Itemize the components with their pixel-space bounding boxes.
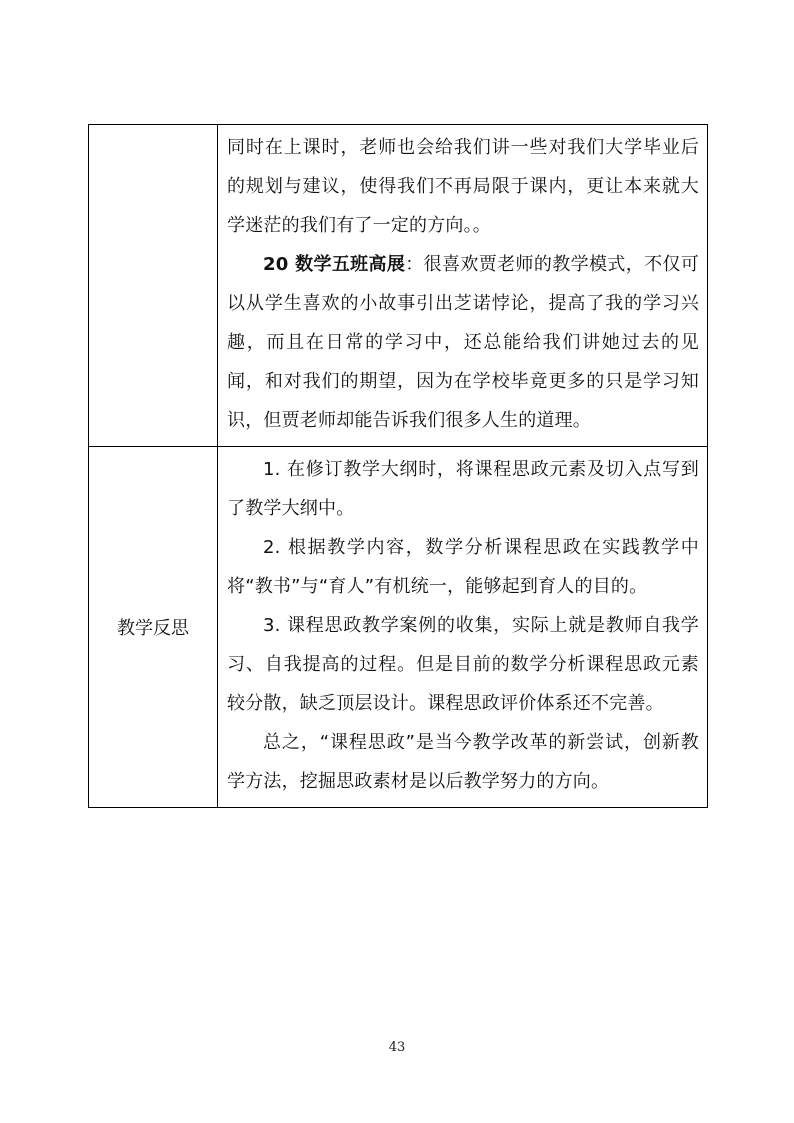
document-table: [88, 124, 708, 808]
content-cell-feedback: [218, 125, 708, 447]
student-quote: [227, 245, 699, 440]
content-cell-reflection: [218, 447, 708, 808]
row-label-reflection: 教学反思: [89, 447, 218, 808]
reflection-item-1: 1. 在修订教学大纲时，将课程思政元素及切入点写到了教学大纲中。: [227, 459, 699, 519]
reflection-summary: 总之，“课程思政”是当今教学改革的新尝试，创新教学方法，挖掘思政素材是以后教学努力的方向。: [227, 732, 699, 792]
page-number: 43: [388, 1040, 406, 1055]
student-quote-text: ：很喜欢贾老师的教学模式，不仅可以从学生喜欢的小故事引出芝诺悖论，提高了我的学习兴趣，而且在日常的学习中，还总能给我们讲她过去的见闻，和对我们的期望，因为在学校毕竟更多的只是学习知识，但贾老师却能告诉我们很多人生的道理。: [227, 254, 699, 431]
table-row-feedback: [89, 125, 708, 447]
row-label-empty: [89, 125, 218, 447]
feedback-paragraph: 同时在上课时，老师也会给我们讲一些对我们大学毕业后的规划与建议，使得我们不再局限于课内，更让本来就大学迷茫的我们有了一定的方向。。: [227, 137, 699, 236]
table-row-reflection: [89, 447, 708, 808]
reflection-item-2: 2. 根据教学内容，数学分析课程思政在实践教学中将“教书”与“育人”有机统一，能够起到育人的目的。: [227, 537, 699, 597]
student-name: 20 数学五班高展: [263, 254, 406, 275]
reflection-item-3: 3. 课程思政教学案例的收集，实际上就是教师自我学习、自我提高的过程。但是目前的数学分析课程思政元素较分散，缺乏顶层设计。课程思政评价体系还不完善。: [227, 615, 699, 714]
